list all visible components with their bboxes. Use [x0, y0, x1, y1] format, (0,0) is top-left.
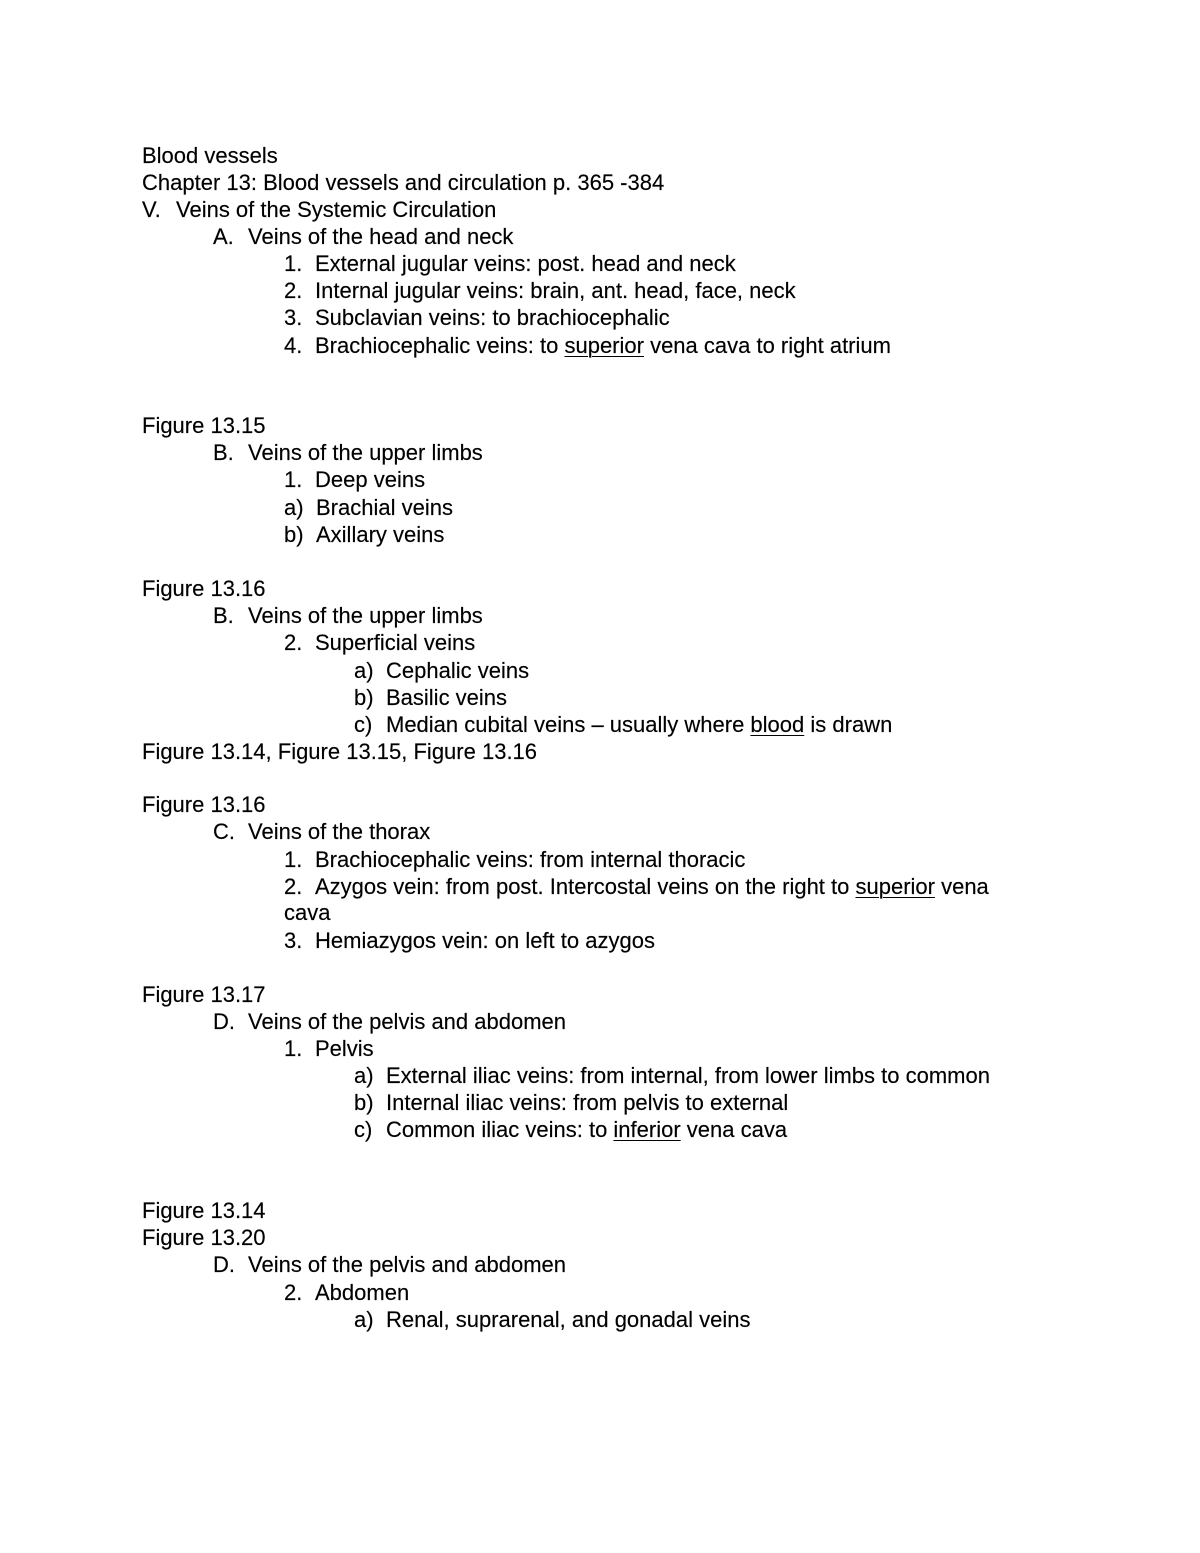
outline-text: Subclavian veins: to brachiocephalic — [315, 305, 670, 330]
outline-text: External iliac veins: from internal, from lower limbs to common — [386, 1063, 990, 1088]
outline-marker: D. — [213, 1009, 235, 1034]
outline-text: Median cubital veins – usually where blood is drawn — [386, 712, 893, 737]
outline-marker: 3. — [284, 305, 303, 330]
outline-text: Abdomen — [315, 1280, 410, 1305]
outline-text: Deep veins — [315, 467, 426, 492]
underlined-term: inferior — [613, 1117, 681, 1142]
figure-reference: Figure 13.16 — [142, 576, 266, 601]
figure-reference: Figure 13.14, Figure 13.15, Figure 13.16 — [142, 739, 538, 764]
outline-text: External jugular veins: post. head and neck — [315, 251, 736, 276]
figure-reference: Figure 13.15 — [142, 413, 266, 438]
outline-marker: a) — [354, 1307, 374, 1332]
outline-text: Azygos vein: from post. Intercostal veins on the right to superior vena — [315, 874, 989, 899]
outline-text: Veins of the thorax — [248, 819, 431, 844]
outline-text: Internal jugular veins: brain, ant. head, face, neck — [315, 278, 796, 303]
outline-text: Common iliac veins: to inferior vena cava — [386, 1117, 788, 1142]
outline-marker: b) — [354, 685, 374, 710]
outline-marker: 1. — [284, 1036, 303, 1061]
outline-marker: b) — [354, 1090, 374, 1115]
outline-text: Basilic veins — [386, 685, 508, 710]
outline-text: Axillary veins — [316, 522, 445, 547]
chapter-heading: Chapter 13: Blood vessels and circulation p. 365 -384 — [142, 170, 665, 195]
underlined-term: superior — [564, 333, 644, 358]
figure-reference: Figure 13.14 — [142, 1198, 266, 1223]
outline-marker: 1. — [284, 467, 303, 492]
outline-marker: 1. — [284, 251, 303, 276]
outline-text: Superficial veins — [315, 630, 476, 655]
outline-marker: c) — [354, 1117, 373, 1142]
outline-marker: 2. — [284, 874, 303, 899]
outline-marker: 3. — [284, 928, 303, 953]
outline-marker: V. — [142, 197, 161, 222]
outline-marker: B. — [213, 440, 234, 465]
outline-text: Veins of the pelvis and abdomen — [248, 1009, 567, 1034]
outline-text: Veins of the upper limbs — [248, 603, 483, 628]
outline-text: Veins of the Systemic Circulation — [176, 197, 497, 222]
outline-text: Renal, suprarenal, and gonadal veins — [386, 1307, 751, 1332]
outline-text: Internal iliac veins: from pelvis to external — [386, 1090, 789, 1115]
outline-marker: c) — [354, 712, 373, 737]
figure-reference: Figure 13.20 — [142, 1225, 266, 1250]
outline-text: Pelvis — [315, 1036, 374, 1061]
outline-marker: D. — [213, 1252, 235, 1277]
outline-text: Veins of the head and neck — [248, 224, 514, 249]
underlined-term: superior — [855, 874, 935, 899]
outline-text: Brachiocephalic veins: from internal thoracic — [315, 847, 746, 872]
outline-text: Veins of the pelvis and abdomen — [248, 1252, 567, 1277]
document-title: Blood vessels — [142, 143, 278, 168]
outline-marker: A. — [213, 224, 234, 249]
outline-text: Brachiocephalic veins: to superior vena cava to right atrium — [315, 333, 891, 358]
underlined-term: blood — [750, 712, 805, 737]
outline-marker: 2. — [284, 630, 303, 655]
outline-text: Hemiazygos vein: on left to azygos — [315, 928, 655, 953]
outline-text: Cephalic veins — [386, 658, 530, 683]
outline-marker: a) — [354, 658, 374, 683]
outline-marker: C. — [213, 819, 235, 844]
outline-continuation: cava — [284, 900, 331, 925]
outline-text: Brachial veins — [316, 495, 453, 520]
outline-text: Veins of the upper limbs — [248, 440, 483, 465]
outline-marker: 2. — [284, 278, 303, 303]
outline-marker: 4. — [284, 333, 303, 358]
outline-marker: a) — [354, 1063, 374, 1088]
outline-marker: B. — [213, 603, 234, 628]
outline-marker: 1. — [284, 847, 303, 872]
figure-reference: Figure 13.16 — [142, 792, 266, 817]
outline-marker: 2. — [284, 1280, 303, 1305]
outline-marker: a) — [284, 495, 304, 520]
outline-marker: b) — [284, 522, 304, 547]
figure-reference: Figure 13.17 — [142, 982, 266, 1007]
